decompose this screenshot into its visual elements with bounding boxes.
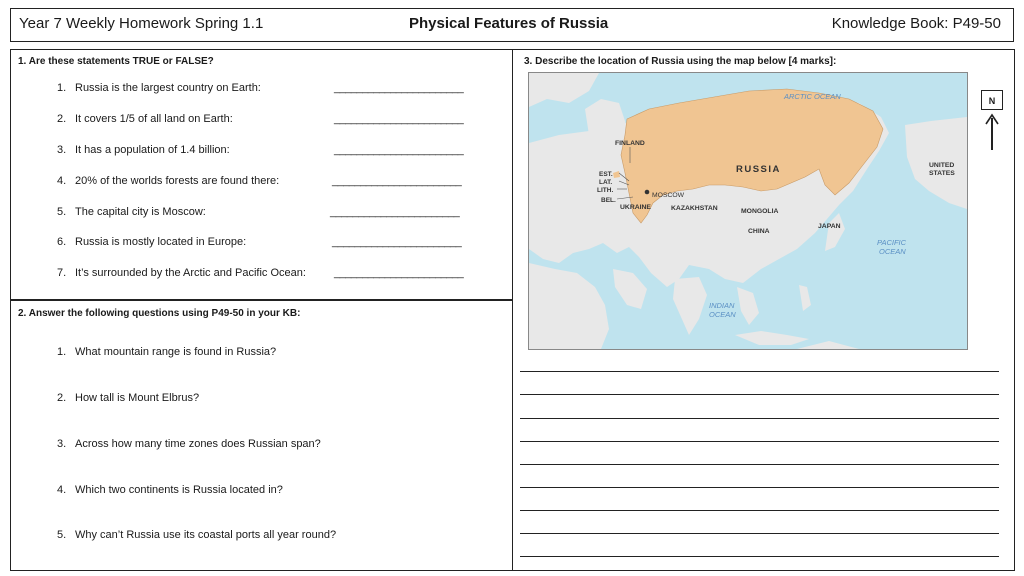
question-text: Across how many time zones does Russian span? [75, 438, 321, 450]
question-text: Which two continents is Russia located in? [75, 484, 283, 496]
tf-answer-1[interactable]: _______________________ [334, 82, 464, 94]
question-item-4 [57, 484, 283, 496]
map-label-moscow: MOSCOW [652, 192, 685, 199]
tf-item-4 [57, 175, 279, 187]
answer-line-3[interactable] [520, 418, 999, 419]
tf-statement: Russia is mostly located in Europe: [75, 236, 247, 248]
tf-num: 4. [57, 175, 67, 187]
north-indicator: N [981, 90, 1003, 110]
tf-num: 2. [57, 113, 67, 125]
map-label-usa-2: STATES [929, 170, 955, 177]
question-num: 1. [57, 346, 67, 358]
russia-map [528, 72, 968, 350]
tf-num: 3. [57, 144, 67, 156]
tf-num: 6. [57, 236, 67, 248]
answer-line-2[interactable] [520, 394, 999, 395]
map-label-ukraine: UKRAINE [620, 204, 651, 211]
tf-answer-3[interactable]: _______________________ [334, 144, 464, 156]
map-label-bel: BEL. [601, 197, 616, 204]
question-item-3 [57, 438, 321, 450]
question-num: 2. [57, 392, 67, 404]
map-label-est: EST. [599, 171, 613, 178]
answer-line-4[interactable] [520, 441, 999, 442]
north-arrow-icon [984, 112, 1000, 152]
map-label-kazakhstan: KAZAKHSTAN [671, 205, 718, 212]
question-num: 5. [57, 529, 67, 541]
question-item-1 [57, 346, 276, 358]
header-year-title: Year 7 Weekly Homework Spring 1.1 [19, 15, 264, 32]
tf-num: 7. [57, 267, 67, 279]
tf-answer-7[interactable]: _______________________ [334, 267, 464, 279]
section2-title: 2. Answer the following questions using P49-50 in your KB: [18, 308, 301, 319]
answer-line-7[interactable] [520, 510, 999, 511]
tf-answer-4[interactable]: _______________________ [332, 175, 462, 187]
map-label-indian-1: INDIAN [709, 301, 735, 310]
tf-answer-5[interactable]: _______________________ [330, 206, 460, 218]
map-label-pacific-2: OCEAN [879, 247, 906, 256]
header-topic-title: Physical Features of Russia [409, 15, 609, 32]
tf-item-3 [57, 144, 230, 156]
tf-statement: 20% of the worlds forests are found there: [75, 175, 280, 187]
map-label-china: CHINA [748, 228, 770, 235]
tf-statement: It’s surrounded by the Arctic and Pacific Ocean: [75, 267, 306, 279]
map-label-mongolia: MONGOLIA [741, 208, 779, 215]
answer-line-6[interactable] [520, 487, 999, 488]
map-label-usa-1: UNITED [929, 162, 955, 169]
tf-item-1 [57, 82, 261, 94]
tf-statement: It has a population of 1.4 billion: [75, 144, 230, 156]
tf-answer-2[interactable]: _______________________ [334, 113, 464, 125]
question-text: Why can’t Russia use its coastal ports all year round? [75, 529, 337, 541]
answer-line-5[interactable] [520, 464, 999, 465]
question-text: How tall is Mount Elbrus? [75, 392, 200, 404]
question-text: What mountain range is found in Russia? [75, 346, 277, 358]
section3-title: 3. Describe the location of Russia using the map below [4 marks]: [524, 56, 837, 67]
header-knowledge-book: Knowledge Book: P49-50 [831, 15, 1001, 32]
answer-line-9[interactable] [520, 556, 999, 557]
tf-statement: Russia is the largest country on Earth: [75, 82, 261, 94]
map-label-arctic: ARCTIC OCEAN [784, 92, 841, 101]
tf-item-5 [57, 206, 206, 218]
tf-statement: The capital city is Moscow: [75, 206, 206, 218]
question-item-2 [57, 392, 199, 404]
question-num: 4. [57, 484, 67, 496]
tf-item-2 [57, 113, 233, 125]
tf-num: 5. [57, 206, 67, 218]
tf-item-7 [57, 267, 306, 279]
section1-title: 1. Are these statements TRUE or FALSE? [18, 56, 214, 67]
map-label-pacific-1: PACIFIC [877, 238, 907, 247]
map-label-lith: LITH. [597, 187, 614, 194]
answer-line-1[interactable] [520, 371, 999, 372]
map-label-lat: LAT. [599, 179, 613, 186]
map-label-indian-2: OCEAN [709, 310, 736, 319]
worksheet-header [10, 8, 1014, 42]
tf-item-6 [57, 236, 246, 248]
tf-num: 1. [57, 82, 67, 94]
map-label-russia: RUSSIA [736, 164, 781, 175]
map-moscow-dot [645, 190, 650, 195]
question-num: 3. [57, 438, 67, 450]
tf-answer-6[interactable]: _______________________ [332, 236, 462, 248]
map-label-japan: JAPAN [818, 223, 841, 230]
question-item-5 [57, 529, 336, 541]
answer-line-8[interactable] [520, 533, 999, 534]
map-label-finland: FINLAND [615, 140, 645, 147]
tf-statement: It covers 1/5 of all land on Earth: [75, 113, 233, 125]
